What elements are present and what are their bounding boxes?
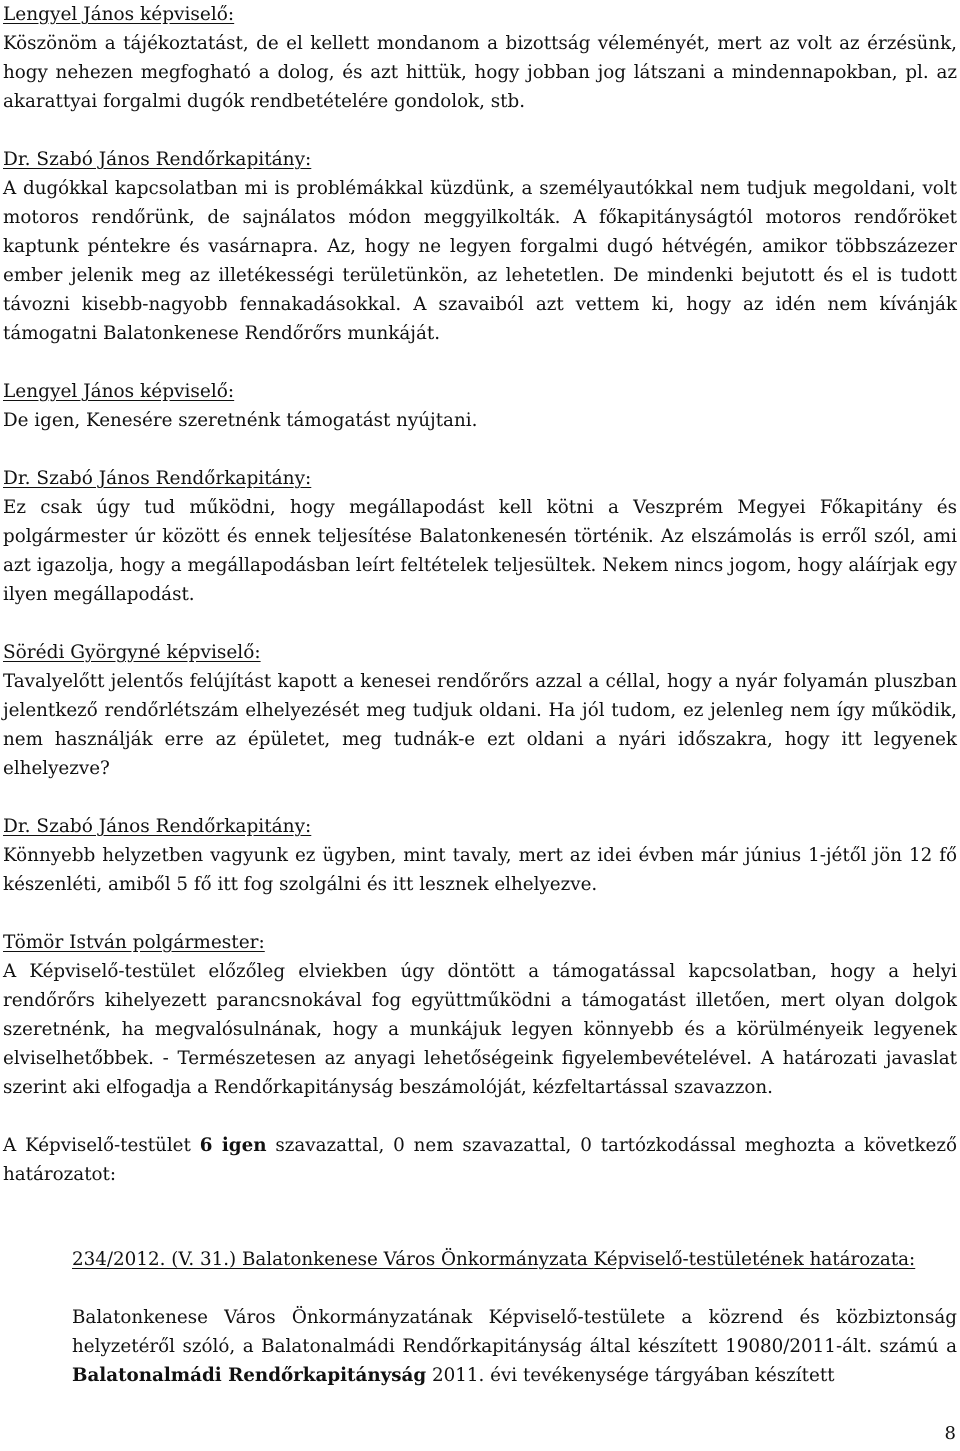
statement-text: A dugókkal kapcsolatban mi is problémákkal küzdünk, a személyautókkal nem tudjuk megoldani, volt motoros rendőrünk, de sajnálatos módon meggyilkolták. A főkapitányságtól motoros rendőröket kaptunk péntekre és vasárnapra. Az, hogy ne legyen forgalmi dugó hétvégén, amikor többszázezer ember jelenik meg az illetékességi területünkön, az lehetetlen. De mindenki bejutott és el is tudott távozni kisebb-nagyobb fennakadásokkal. A szavaiból azt vettem ki, hogy az idén nem kívánják támogatni Balatonkenese Rendőrőrs munkáját.	[3, 178, 957, 344]
resolution-block	[72, 1245, 957, 1390]
statement-text: Köszönöm a tájékoztatást, de el kellett mondanom a bizottság véleményét, mert az volt az érzésünk, hogy nehezen megfogható a dolog, és azt hittük, hogy jobban jog látszani a mindennapokban, pl. az akarattyai forgalmi dugók rendbetételére gondolok, stb.	[3, 33, 957, 112]
resolution-title: 234/2012. (V. 31.) Balatonkenese Város Önkormányzata Képviselő-testületének határozata:	[72, 1249, 916, 1270]
speaker-name: Dr. Szabó János Rendőrkapitány:	[3, 149, 312, 170]
resolution-text-before: Balatonkenese Város Önkormányzatának Képviselő-testülete a közrend és közbiztonság helyzetéről szóló, a Balatonalmádi Rendőrkapitányság által készített 19080/2011-ált. számú a	[72, 1307, 957, 1357]
statement-block	[3, 0, 957, 116]
speaker-name: Dr. Szabó János Rendőrkapitány:	[3, 468, 312, 489]
document-page	[3, 0, 957, 1390]
speaker-name: Dr. Szabó János Rendőrkapitány:	[3, 816, 312, 837]
statement-text: Tavalyelőtt jelentős felújítást kapott a kenesei rendőrőrs azzal a céllal, hogy a nyár folyamán pluszban jelentkező rendőrlétszám elhelyezését meg tudjuk oldani. Ha jól tudom, ez jelenleg nem így működik, nem használják erre az épületet, meg tudnák-e ezt oldani a nyári időszakra, hogy itt legyenek elhelyezve?	[3, 671, 957, 779]
speaker-name: Lengyel János képviselő:	[3, 381, 235, 402]
resolution-text-bold: Balatonalmádi Rendőrkapitányság	[72, 1365, 427, 1386]
statement-text: Ez csak úgy tud működni, hogy megállapodást kell kötni a Veszprém Megyei Főkapitány és polgármester úr között és ennek teljesítése Balatonkenesén történik. Az elszámolás is erről szól, ami azt igazolja, hogy a megállapodásban leírt feltételek teljesültek. Nekem nincs jogom, hogy aláírjak egy ilyen megállapodást.	[3, 497, 957, 605]
speaker-name: Tömör István polgármester:	[3, 932, 265, 953]
speaker-name: Lengyel János képviselő:	[3, 4, 235, 25]
statement-text: Könnyebb helyzetben vagyunk ez ügyben, mint tavaly, mert az idei évben már június 1-jétől jön 12 fő készenléti, amiből 5 fő itt fog szolgálni és itt lesznek elhelyezve.	[3, 845, 957, 895]
statement-text: De igen, Kenesére szeretnénk támogatást nyújtani.	[3, 410, 478, 431]
statement-block	[3, 638, 957, 783]
speaker-name: Sörédi Györgyné képviselő:	[3, 642, 261, 663]
resolution-text-after: 2011. évi tevékenysége tárgyában készített	[426, 1365, 835, 1386]
statement-block	[3, 464, 957, 609]
statement-block	[3, 145, 957, 348]
vote-result	[3, 1131, 957, 1189]
statement-block	[3, 812, 957, 899]
statement-block	[3, 928, 957, 1102]
resolution-text	[72, 1303, 957, 1390]
vote-count-yes: 6 igen	[199, 1135, 267, 1156]
statement-block	[3, 377, 957, 435]
page-number: 8	[944, 1423, 956, 1444]
vote-text-after: szavazattal, 0 nem szavazattal, 0 tartózkodással meghozta a következő határozatot:	[3, 1135, 957, 1185]
vote-text-before: A Képviselő-testület	[3, 1135, 200, 1156]
statement-text: A Képviselő-testület előzőleg elviekben úgy döntött a támogatással kapcsolatban, hogy a helyi rendőrőrs kihelyezett parancsnokával fog együttműködni a támogatást illetően, mert olyan dolgok szeretnénk, ha megvalósulnának, hogy a munkájuk legyen könnyebb és a körülményeik legyenek elviselhetőbbek. - Természetesen az anyagi lehetőségeink figyelembevételével. A határozati javaslat szerint aki elfogadja a Rendőrkapitányság beszámolóját, kézfeltartással szavazzon.	[3, 961, 957, 1098]
